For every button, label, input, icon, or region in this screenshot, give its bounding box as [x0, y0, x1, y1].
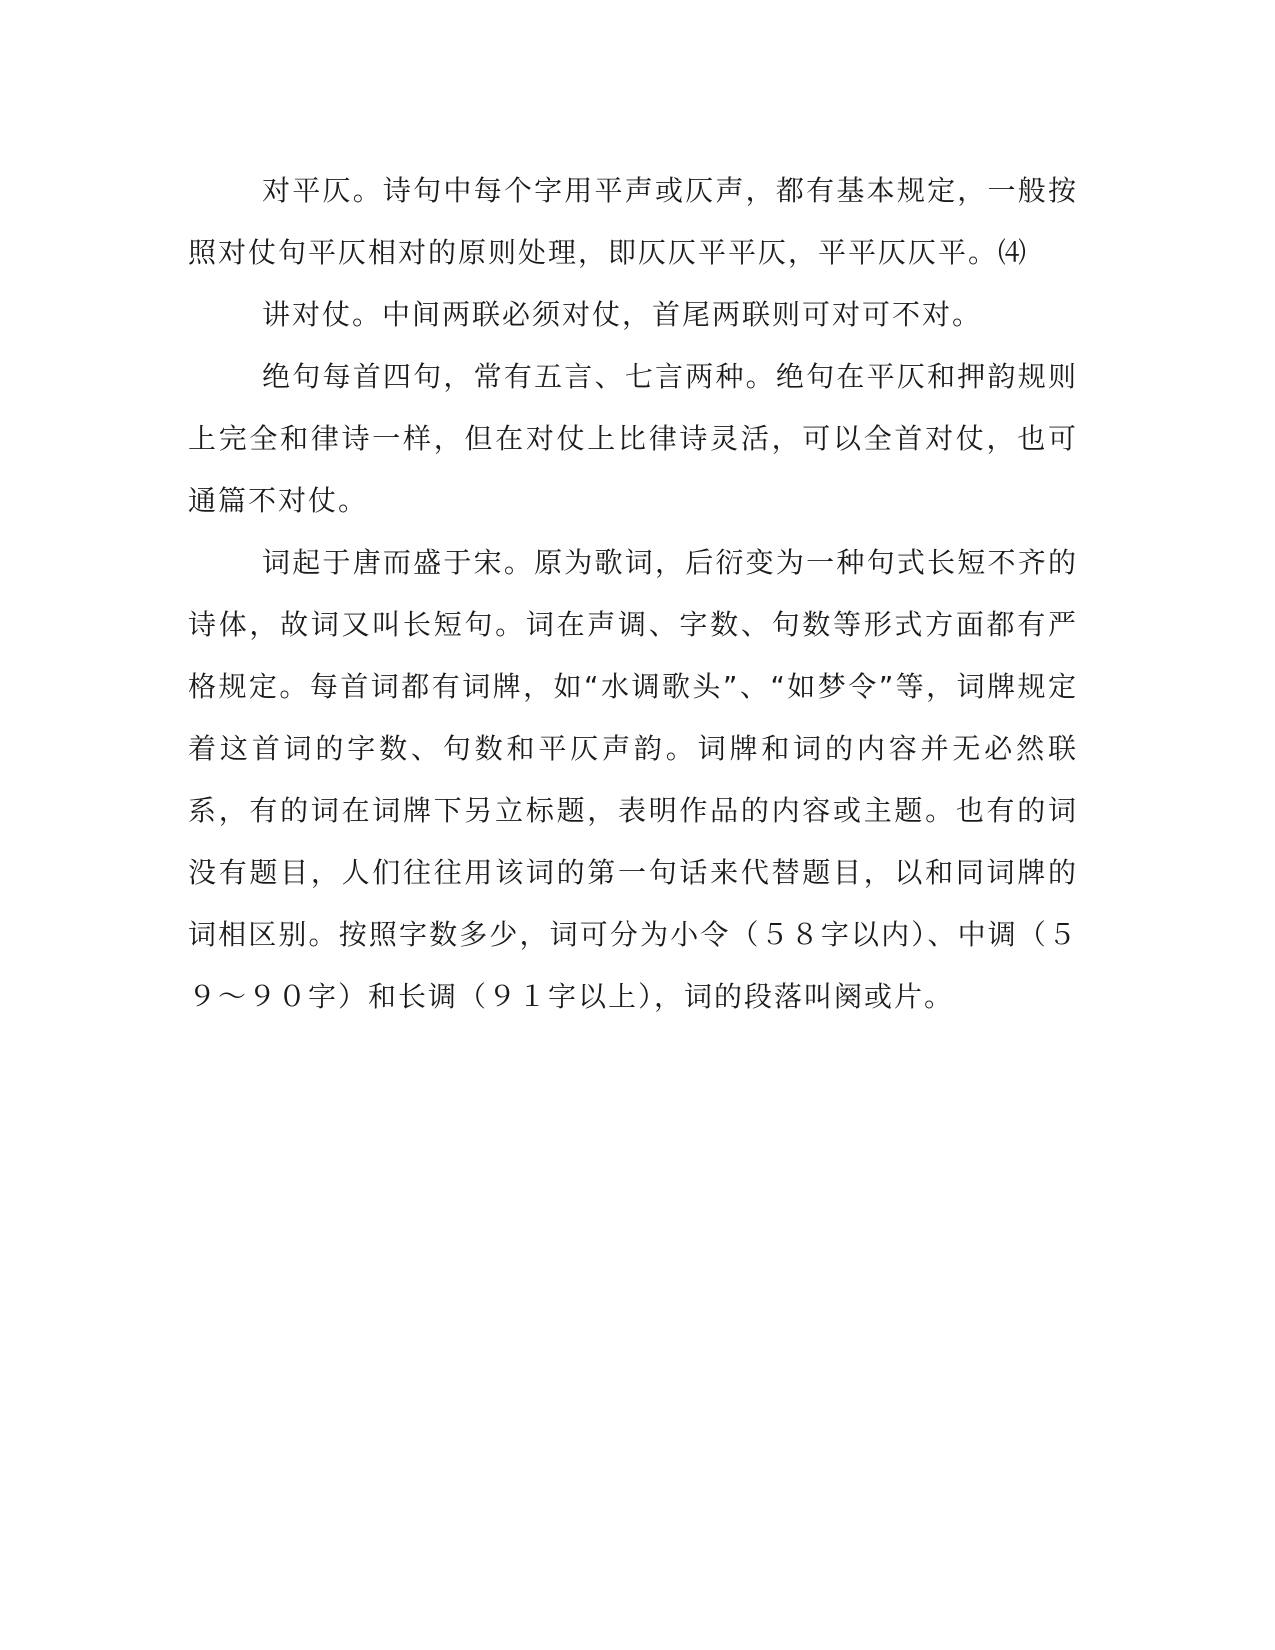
paragraph-ci: 词起于唐而盛于宋。原为歌词，后衍变为一种句式长短不齐的诗体，故词又叫长短句。词在声调、字数、句数等形式方面都有严格规定。每首词都有词牌，如“水调歌头”、“如梦令”等，词牌规定着这首词的字数、句数和平仄声韵。词牌和词的内容并无必然联系，有的词在词牌下另立标题，表明作品的内容或主题。也有的词没有题目，人们往往用该词的第一句话来代替题目，以和同词牌的词相区别。按照字数多少，词可分为小令（５８字以内）、中调（５９～９０字）和长调（９１字以上），词的段落叫阕或片。	[188, 546, 1078, 1013]
paragraph-parallelism: 讲对仗。中间两联必须对仗，首尾两联则可对可不对。	[262, 298, 983, 331]
document-body	[188, 160, 1078, 1028]
paragraph-jueju: 绝句每首四句，常有五言、七言两种。绝句在平仄和押韵规则上完全和律诗一样，但在对仗上比律诗灵活，可以全首对仗，也可通篇不对仗。	[188, 360, 1078, 517]
paragraph-tonal-rules: 对平仄。诗句中每个字用平声或仄声，都有基本规定，一般按照对仗句平仄相对的原则处理，即仄仄平平仄，平平仄仄平。⑷	[188, 174, 1078, 269]
